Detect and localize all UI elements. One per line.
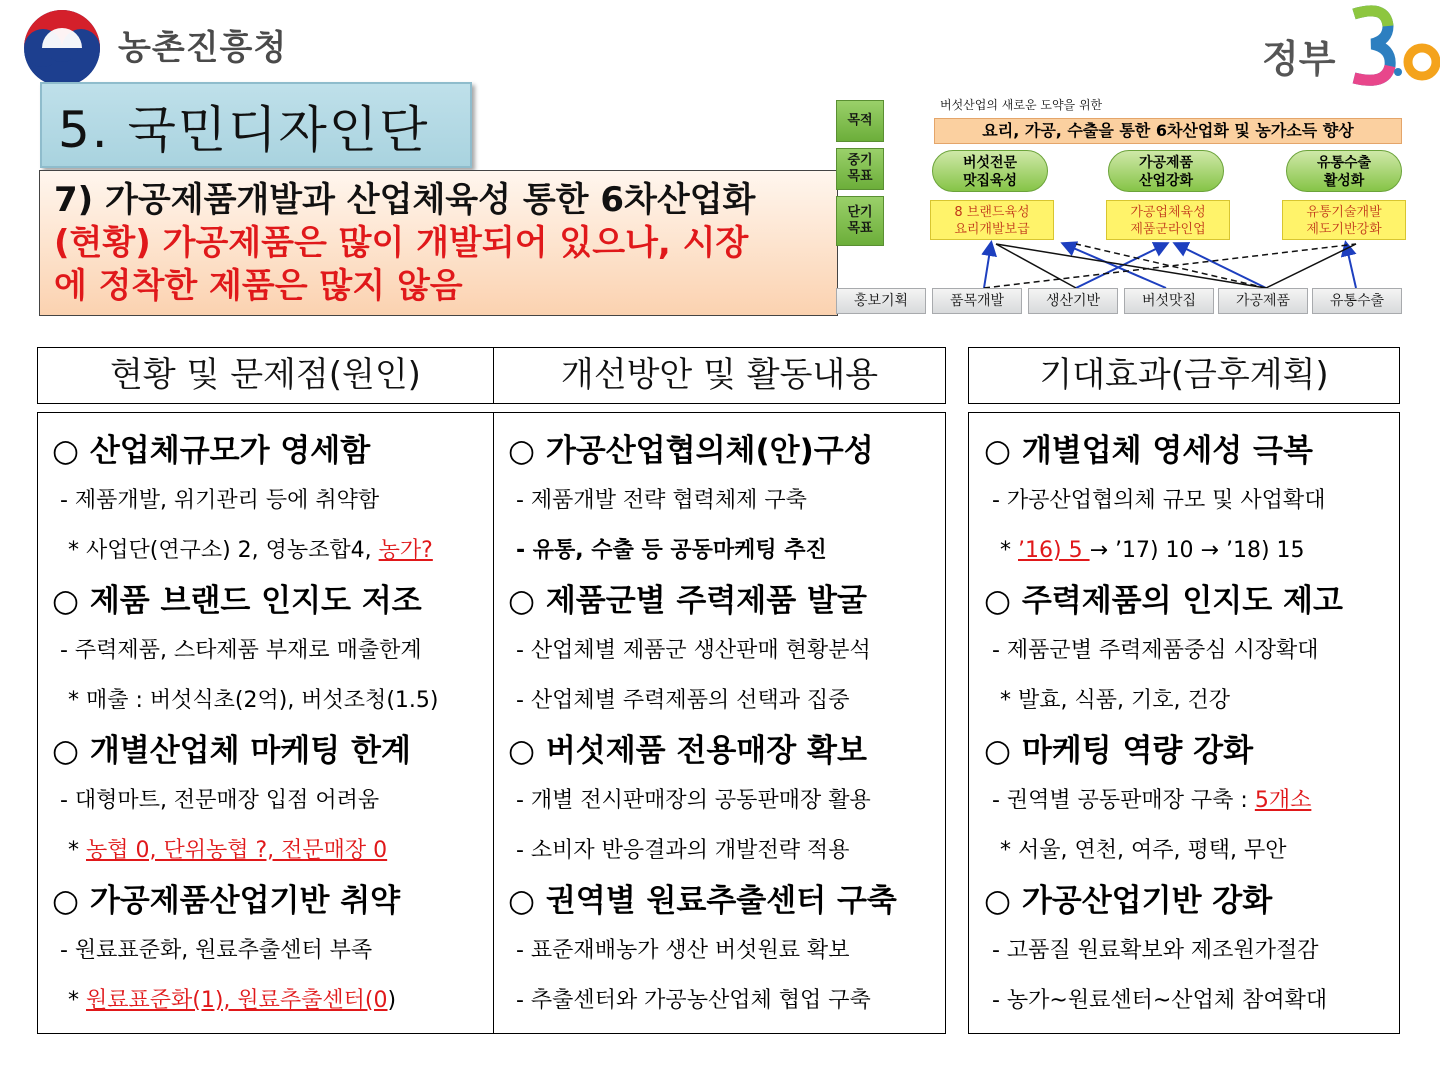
item-text: - 산업체별 제품군 생산판매 현황분석 xyxy=(516,638,871,663)
item-text: - 추출센터와 가공농산업체 협업 구축 xyxy=(516,988,871,1013)
government-emblem-logo xyxy=(22,8,102,88)
item-heading xyxy=(984,880,1398,930)
strategy-diagram xyxy=(836,92,1406,316)
item-text-suffix: ) xyxy=(387,988,397,1013)
item-detail xyxy=(508,530,944,580)
item-text: ○ 권역별 원료추출센터 구축 xyxy=(508,883,897,919)
item-highlight-text: 원료표준화(1), 원료추출센터(0 xyxy=(86,988,388,1013)
topic-line-3: 에 정착한 제품은 많지 않음 xyxy=(54,266,463,306)
diagram-goal: 요리, 가공, 수출을 통한 6차산업화 및 농가소득 향상 xyxy=(934,118,1402,144)
item-text: * 사업단(연구소) 2, 영농조합4, xyxy=(68,538,379,563)
item-heading xyxy=(52,730,492,780)
item-text: - 표준재배농가 생산 버섯원료 확보 xyxy=(516,938,850,963)
item-detail xyxy=(984,630,1398,680)
diagram-mid-goal-3: 유통수출 활성화 xyxy=(1286,150,1402,192)
item-detail xyxy=(52,930,492,980)
item-detail xyxy=(984,930,1398,980)
diagram-goal-caption: 버섯산업의 새로운 도약을 위한 xyxy=(940,98,1103,112)
item-text: - 가공산업협의체 규모 및 사업확대 xyxy=(992,488,1326,513)
diagram-mid-goal-1: 버섯전문 맛집육성 xyxy=(932,150,1048,192)
diagram-bottom-item: 홍보기획 xyxy=(836,288,926,314)
item-heading xyxy=(508,430,944,480)
diagram-bottom-item: 생산기반 xyxy=(1028,288,1118,314)
item-text: * 서울, 연천, 여주, 평택, 무안 xyxy=(1000,838,1287,863)
item-text: ○ 마케팅 역량 강화 xyxy=(984,733,1254,769)
item-detail xyxy=(508,630,944,680)
item-detail xyxy=(984,780,1398,830)
item-detail xyxy=(508,680,944,730)
item-detail xyxy=(52,630,492,680)
item-text: * xyxy=(68,988,86,1013)
item-heading xyxy=(984,730,1398,780)
item-heading xyxy=(52,580,492,630)
diagram-bottom-item: 가공제품 xyxy=(1218,288,1308,314)
government-3-0-logo xyxy=(1258,4,1440,86)
item-text: * 매출 : 버섯식초(2억), 버섯조청(1.5) xyxy=(68,688,439,713)
item-text: ○ 버섯제품 전용매장 확보 xyxy=(508,733,867,769)
item-text: - 대형마트, 전문매장 입점 어려움 xyxy=(60,788,380,813)
item-note xyxy=(52,680,492,730)
item-detail xyxy=(52,780,492,830)
item-detail xyxy=(508,830,944,880)
item-text: - 제품개발 전략 협력체제 구축 xyxy=(516,488,807,513)
item-detail xyxy=(508,780,944,830)
item-highlight-text: 농협 0, 단위농협 ?, 전문매장 0 xyxy=(86,838,388,863)
item-text: - 소비자 반응결과의 개발전략 적용 xyxy=(516,838,850,863)
diagram-short-goal-3: 유통기술개발 제도기반강화 xyxy=(1282,200,1406,240)
government-3-0-graphic xyxy=(1258,4,1440,86)
item-text: - 제품개발, 위기관리 등에 취약함 xyxy=(60,488,380,513)
item-text: ○ 가공산업기반 강화 xyxy=(984,883,1273,919)
item-heading xyxy=(508,580,944,630)
column-expected-effect xyxy=(984,412,1398,1030)
item-text: ○ 제품 브랜드 인지도 저조 xyxy=(52,583,422,619)
item-detail xyxy=(52,480,492,530)
item-text: ○ 산업체규모가 영세함 xyxy=(52,433,371,469)
topic-line-2: (현황) 가공제품은 많이 개발되어 있으나, 시장 xyxy=(54,223,749,263)
item-text: - 고품질 원료확보와 제조원가절감 xyxy=(992,938,1319,963)
diagram-bottom-item: 품목개발 xyxy=(932,288,1022,314)
column-status xyxy=(52,412,492,1030)
topic-line-1: 7) 가공제품개발과 산업체육성 통한 6차산업화 xyxy=(54,180,756,220)
item-text: ○ 가공산업협의체(안)구성 xyxy=(508,433,874,469)
item-detail xyxy=(508,980,944,1030)
item-text: ○ 개별업체 영세성 극복 xyxy=(984,433,1313,469)
item-detail xyxy=(984,980,1398,1030)
org-name: 농촌진흥청 xyxy=(118,28,288,68)
item-detail xyxy=(508,480,944,530)
item-text: ○ 주력제품의 인지도 제고 xyxy=(984,583,1343,619)
section-title: 5. 국민디자인단 xyxy=(58,101,430,159)
diagram-label-mid-goal: 중기 목표 xyxy=(836,148,884,190)
diagram-bottom-item: 버섯맛집 xyxy=(1124,288,1214,314)
item-highlight-text: ’16) 5 xyxy=(1018,538,1090,563)
item-heading xyxy=(984,580,1398,630)
diagram-short-goal-1: 8 브랜드육성 요리개발보급 xyxy=(930,200,1054,240)
item-detail xyxy=(984,480,1398,530)
column-header-expected-effect: 기대효과(금후계획) xyxy=(968,347,1400,404)
item-heading xyxy=(508,880,944,930)
item-highlight-text: 농가? xyxy=(378,538,433,563)
item-text: - 농가~원료센터~산업체 참여확대 xyxy=(992,988,1328,1013)
column-header-improvement: 개선방안 및 활동내용 xyxy=(493,347,946,404)
svg-text:정부: 정부 xyxy=(1262,37,1336,81)
item-note xyxy=(984,530,1398,580)
item-text: - 유통, 수출 등 공동마케팅 추진 xyxy=(516,538,827,563)
diagram-short-goal-2: 가공업체육성 제품군라인업 xyxy=(1106,200,1230,240)
item-text: - 권역별 공동판매장 구축 : xyxy=(992,788,1255,813)
topic-box xyxy=(39,170,838,316)
diagram-bottom-item: 유통수출 xyxy=(1312,288,1402,314)
item-text: - 제품군별 주력제품중심 시장확대 xyxy=(992,638,1319,663)
item-text: ○ 가공제품산업기반 취약 xyxy=(52,883,401,919)
diagram-label-short-goal: 단기 목표 xyxy=(836,196,884,246)
item-heading xyxy=(52,880,492,930)
item-note xyxy=(984,680,1398,730)
item-text-suffix: → ’17) 10 → ’18) 15 xyxy=(1089,538,1305,563)
item-text: * 발효, 식품, 기호, 건강 xyxy=(1000,688,1230,713)
item-text: - 개별 전시판매장의 공동판매장 활용 xyxy=(516,788,871,813)
item-highlight-text: 5개소 xyxy=(1254,788,1312,813)
item-text: ○ 제품군별 주력제품 발굴 xyxy=(508,583,867,619)
column-improvement xyxy=(508,412,944,1030)
column-header-status: 현황 및 문제점(원인) xyxy=(37,347,494,404)
item-text: - 주력제품, 스타제품 부재로 매출한계 xyxy=(60,638,422,663)
item-detail xyxy=(508,930,944,980)
item-note xyxy=(52,980,492,1030)
item-heading xyxy=(52,430,492,480)
diagram-mid-goal-2: 가공제품 산업강화 xyxy=(1108,150,1224,192)
item-text: - 산업체별 주력제품의 선택과 집중 xyxy=(516,688,850,713)
item-note xyxy=(984,830,1398,880)
item-text: ○ 개별산업체 마케팅 한계 xyxy=(52,733,411,769)
item-note xyxy=(52,830,492,880)
item-text: - 원료표준화, 원료추출센터 부족 xyxy=(60,938,373,963)
item-note xyxy=(52,530,492,580)
item-heading xyxy=(984,430,1398,480)
item-text: * xyxy=(68,838,86,863)
item-heading xyxy=(508,730,944,780)
item-text: * xyxy=(1000,538,1018,563)
section-title-box xyxy=(40,82,472,168)
diagram-label-purpose: 목적 xyxy=(836,100,884,142)
